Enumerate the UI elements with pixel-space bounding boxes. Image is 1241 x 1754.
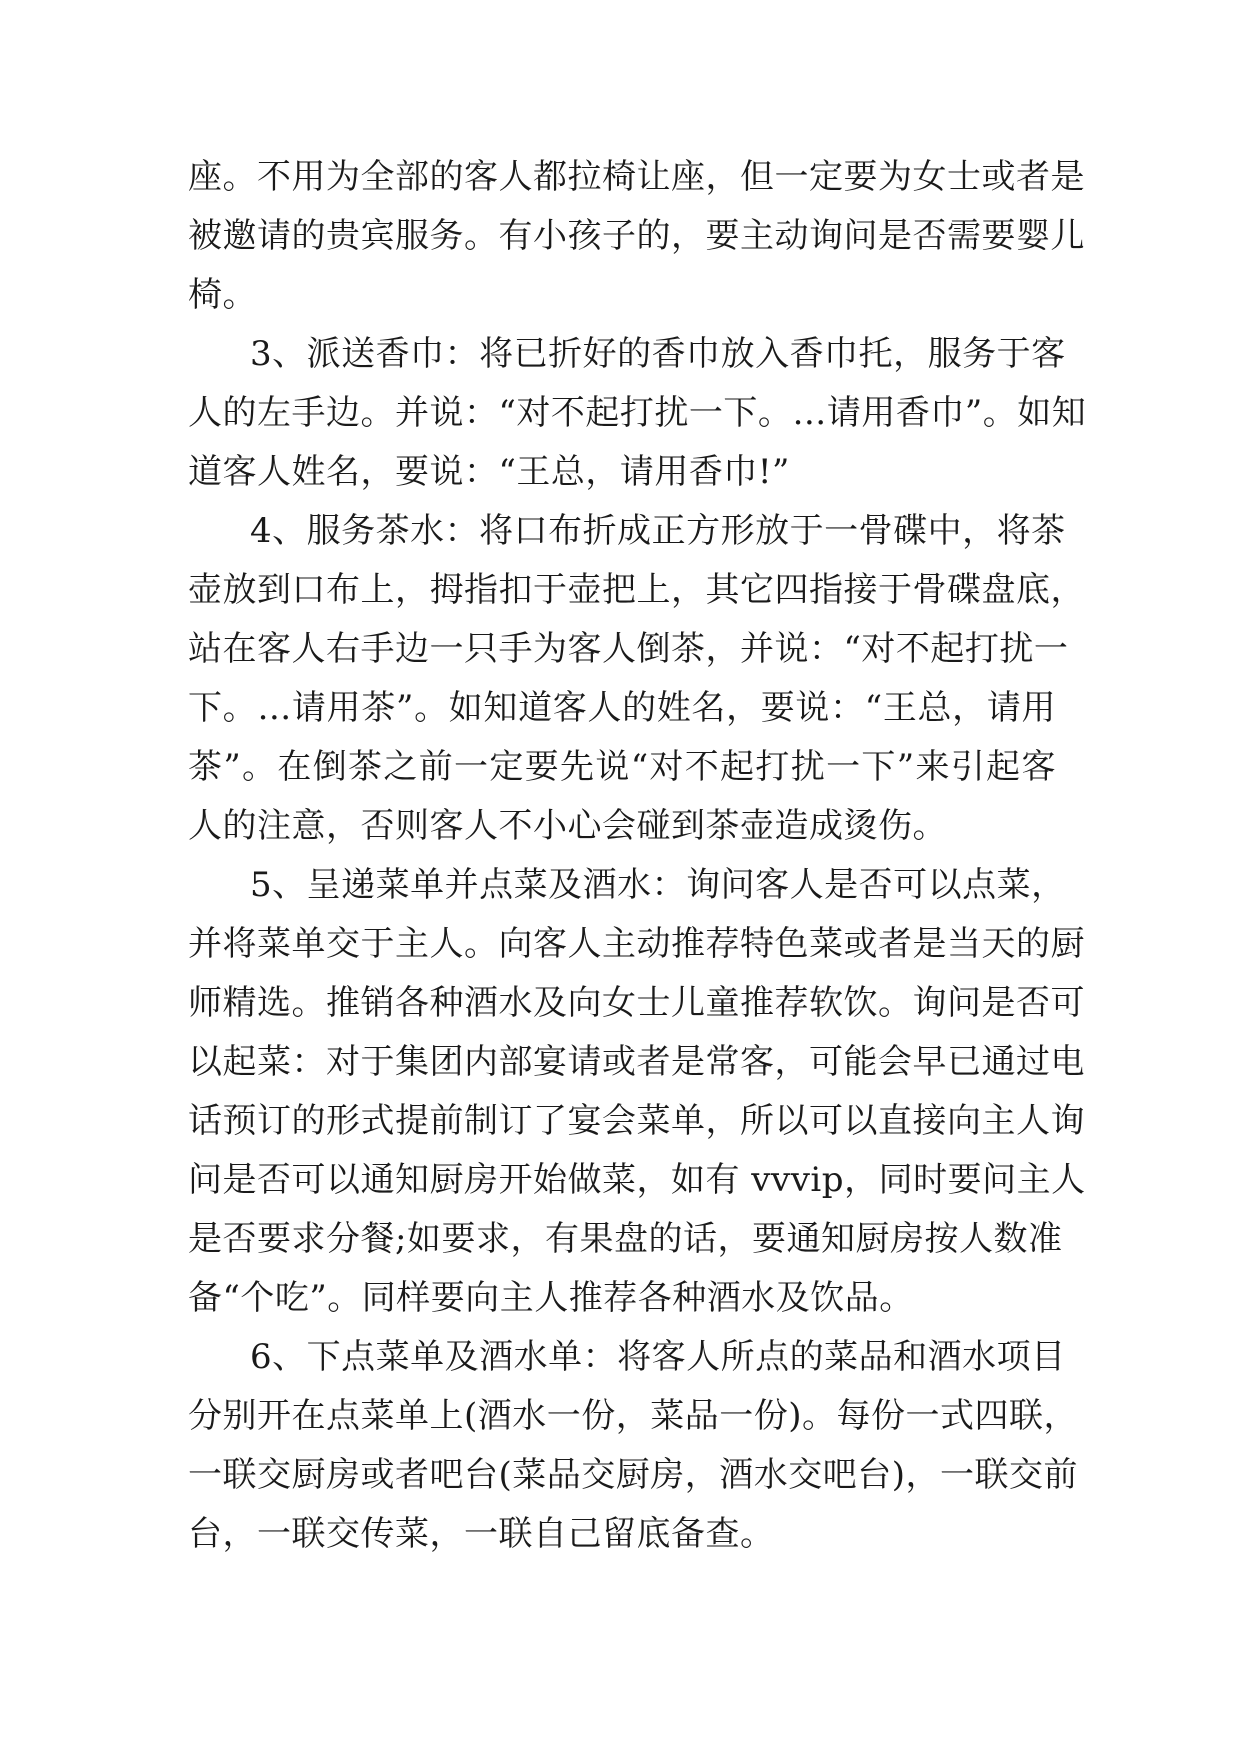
text-line: 话预订的形式提前制订了宴会菜单，所以可以直接向主人询 [188, 1101, 1085, 1141]
text-line: 站在客人右手边一只手为客人倒茶，并说：“对不起打扰一 [188, 629, 1069, 669]
text-line: 人的注意，否则客人不小心会碰到茶壶造成烫伤。 [188, 806, 947, 846]
text-line: 5、呈递菜单并点菜及酒水：询问客人是否可以点菜， [250, 865, 1066, 905]
text-line: 问是否可以通知厨房开始做菜，如有 vvvip，同时要问主人 [188, 1160, 1086, 1200]
text-line: 壶放到口布上，拇指扣于壶把上，其它四指接于骨碟盘底， [188, 570, 1085, 610]
text-line: 以起菜：对于集团内部宴请或者是常客，可能会早已通过电 [188, 1042, 1085, 1082]
text-line: 一联交厨房或者吧台(菜品交厨房，酒水交吧台)，一联交前 [188, 1455, 1079, 1495]
text-line: 道客人姓名，要说：“王总，请用香巾!” [188, 452, 790, 492]
document-body [188, 148, 1087, 1564]
text-line: 被邀请的贵宾服务。有小孩子的，要主动询问是否需要婴儿 [188, 216, 1085, 256]
text-line: 分别开在点菜单上(酒水一份，菜品一份)。每份一式四联， [188, 1396, 1079, 1436]
text-line: 师精选。推销各种酒水及向女士儿童推荐软饮。询问是否可 [188, 983, 1085, 1023]
text-line: 台，一联交传菜，一联自己留底备查。 [188, 1514, 775, 1554]
text-line: 座。不用为全部的客人都拉椅让座，但一定要为女士或者是 [188, 157, 1085, 197]
text-line: 茶”。在倒茶之前一定要先说“对不起打扰一下”来引起客 [188, 747, 1056, 787]
text-line: 人的左手边。并说：“对不起打扰一下。…请用香巾”。如知 [188, 393, 1087, 433]
text-line: 下。…请用茶”。如知道客人的姓名，要说：“王总，请用 [188, 688, 1056, 728]
text-line: 椅。 [188, 275, 257, 315]
text-line: 6、下点菜单及酒水单：将客人所点的菜品和酒水项目 [250, 1337, 1066, 1377]
text-line: 4、服务茶水：将口布折成正方形放于一骨碟中，将茶 [250, 511, 1066, 551]
text-line: 3、派送香巾：将已折好的香巾放入香巾托，服务于客 [250, 334, 1066, 374]
text-line: 并将菜单交于主人。向客人主动推荐特色菜或者是当天的厨 [188, 924, 1085, 964]
text-line: 是否要求分餐;如要求，有果盘的话，要通知厨房按人数准 [188, 1219, 1063, 1259]
text-line: 备“个吃”。同样要向主人推荐各种酒水及饮品。 [188, 1278, 914, 1318]
